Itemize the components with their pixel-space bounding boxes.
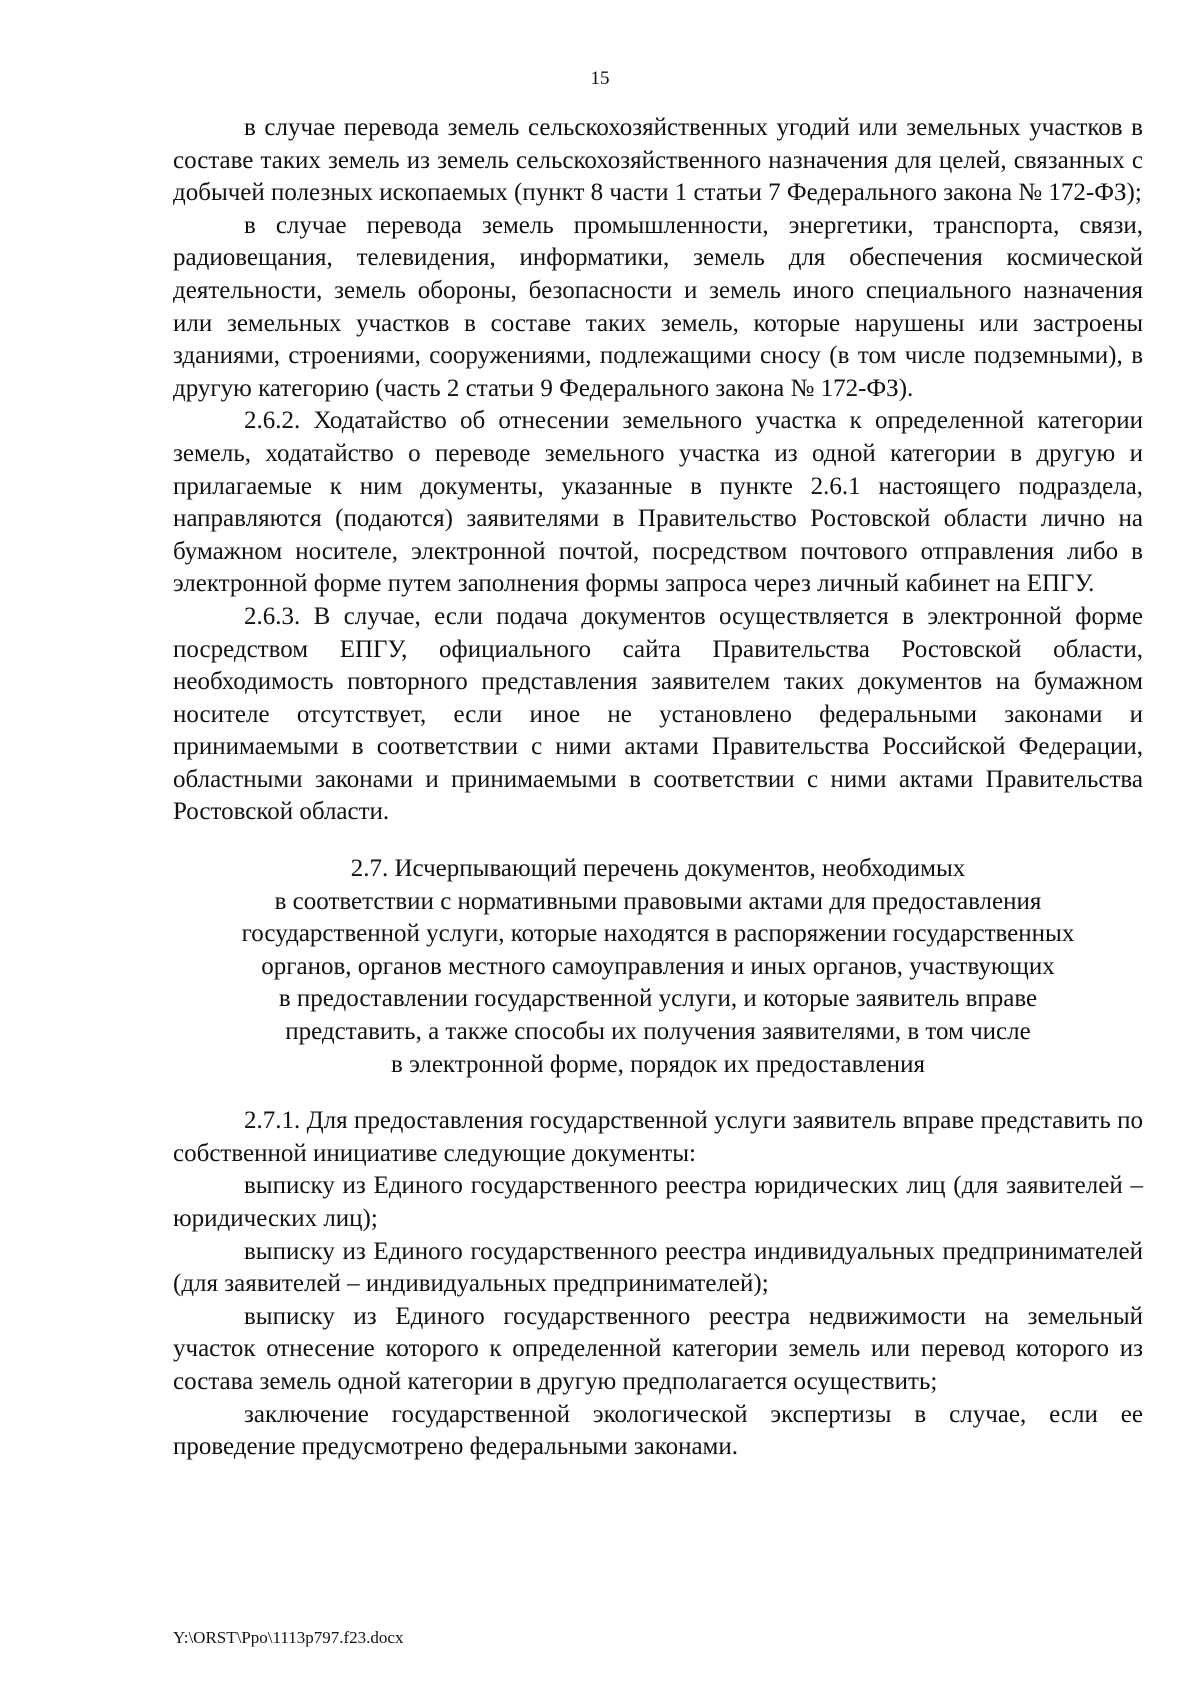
- section-title-line: в электронной форме, порядок их предоставления: [391, 1050, 925, 1078]
- section-title-line: государственной услуги, которые находятся в распоряжении государственных: [241, 920, 1075, 948]
- paragraph-industrial-land: в случае перевода земель промышленности, энергетики, транспорта, связи, радиовещания, телевидения, информатики, земель для обеспечения космической деятельности, земель обороны, безопасности и земель иного специального назначения или земельных участков в составе таких земель, которые нарушены или застроены зданиями, строениями, сооружениями, подлежащими сносу (в том числе подземными), в другую категорию (часть 2 статьи 9 Федерального закона № 172-ФЗ).: [173, 211, 1143, 402]
- section-title-line: органов, органов местного самоуправления и иных органов, участвующих: [261, 952, 1055, 980]
- section-title-line: представить, а также способы их получения заявителями, в том числе: [285, 1018, 1031, 1046]
- paragraph-agricultural-land: в случае перевода земель сельскохозяйственных угодий или земельных участков в составе таких земель из земель сельскохозяйственного назначения для целей, связанных с добычей полезных ископаемых (пункт 8 части 1 статьи 7 Федерального закона № 172-ФЗ);: [173, 114, 1143, 207]
- section-title-line: в соответствии с нормативными правовыми актами для предоставления: [274, 887, 1042, 915]
- section-title-2-7: [173, 853, 1143, 1081]
- list-item-legal-entities-extract: выписку из Единого государственного реестра юридических лиц (для заявителей – юридических лиц);: [173, 1172, 1143, 1232]
- list-item-entrepreneurs-extract: выписку из Единого государственного реестра индивидуальных предпринимателей (для заявителей – индивидуальных предпринимателей);: [173, 1237, 1143, 1298]
- paragraph-2-6-3: 2.6.3. В случае, если подача документов осуществляется в электронной форме посредством ЕПГУ, официального сайта Правительства Ростовской области, необходимость повторного представления заявителем таких документов на бумажном носителе отсутствует, если иное не установлено федеральными законами и принимаемыми в соответствии с ними актами Правительства Российской Федерации, областными законами и принимаемыми в соответствии с ними актами Правительства Ростовской области.: [173, 602, 1143, 826]
- section-title-line: в предоставлении государственной услуги, и которые заявитель вправе: [278, 985, 1038, 1013]
- document-body: [173, 112, 1143, 1464]
- paragraph-2-6-2: 2.6.2. Ходатайство об отнесении земельного участка к определенной категории земель, ходатайство о переводе земельного участка из одной категории в другую и прилагаемые к ним документы, указанные в пункте 2.6.1 настоящего подраздела, направляются (подаются) заявителями в Правительство Ростовской области лично на бумажном носителе, электронной почтой, посредством почтового отправления либо в электронной форме путем заполнения формы запроса через личный кабинет на ЕПГУ.: [173, 407, 1143, 598]
- paragraph-2-7-1: 2.7.1. Для предоставления государственной услуги заявитель вправе представить по собственной инициативе следующие документы:: [173, 1107, 1143, 1167]
- section-title-line: 2.7. Исчерпывающий перечень документов, необходимых: [350, 855, 966, 883]
- page-number: 15: [590, 68, 610, 89]
- footer-file-path: Y:\ORST\Ppo\1113p797.f23.docx: [173, 1628, 404, 1647]
- list-item-ecological-expertise: заключение государственной экологической экспертизы в случае, если ее проведение предусмотрено федеральными законами.: [173, 1400, 1143, 1461]
- list-item-real-estate-extract: выписку из Единого государственного реестра недвижимости на земельный участок отнесение которого к определенной категории земель или перевод которого из состава земель одной категории в другую предполагается осуществить;: [173, 1302, 1143, 1395]
